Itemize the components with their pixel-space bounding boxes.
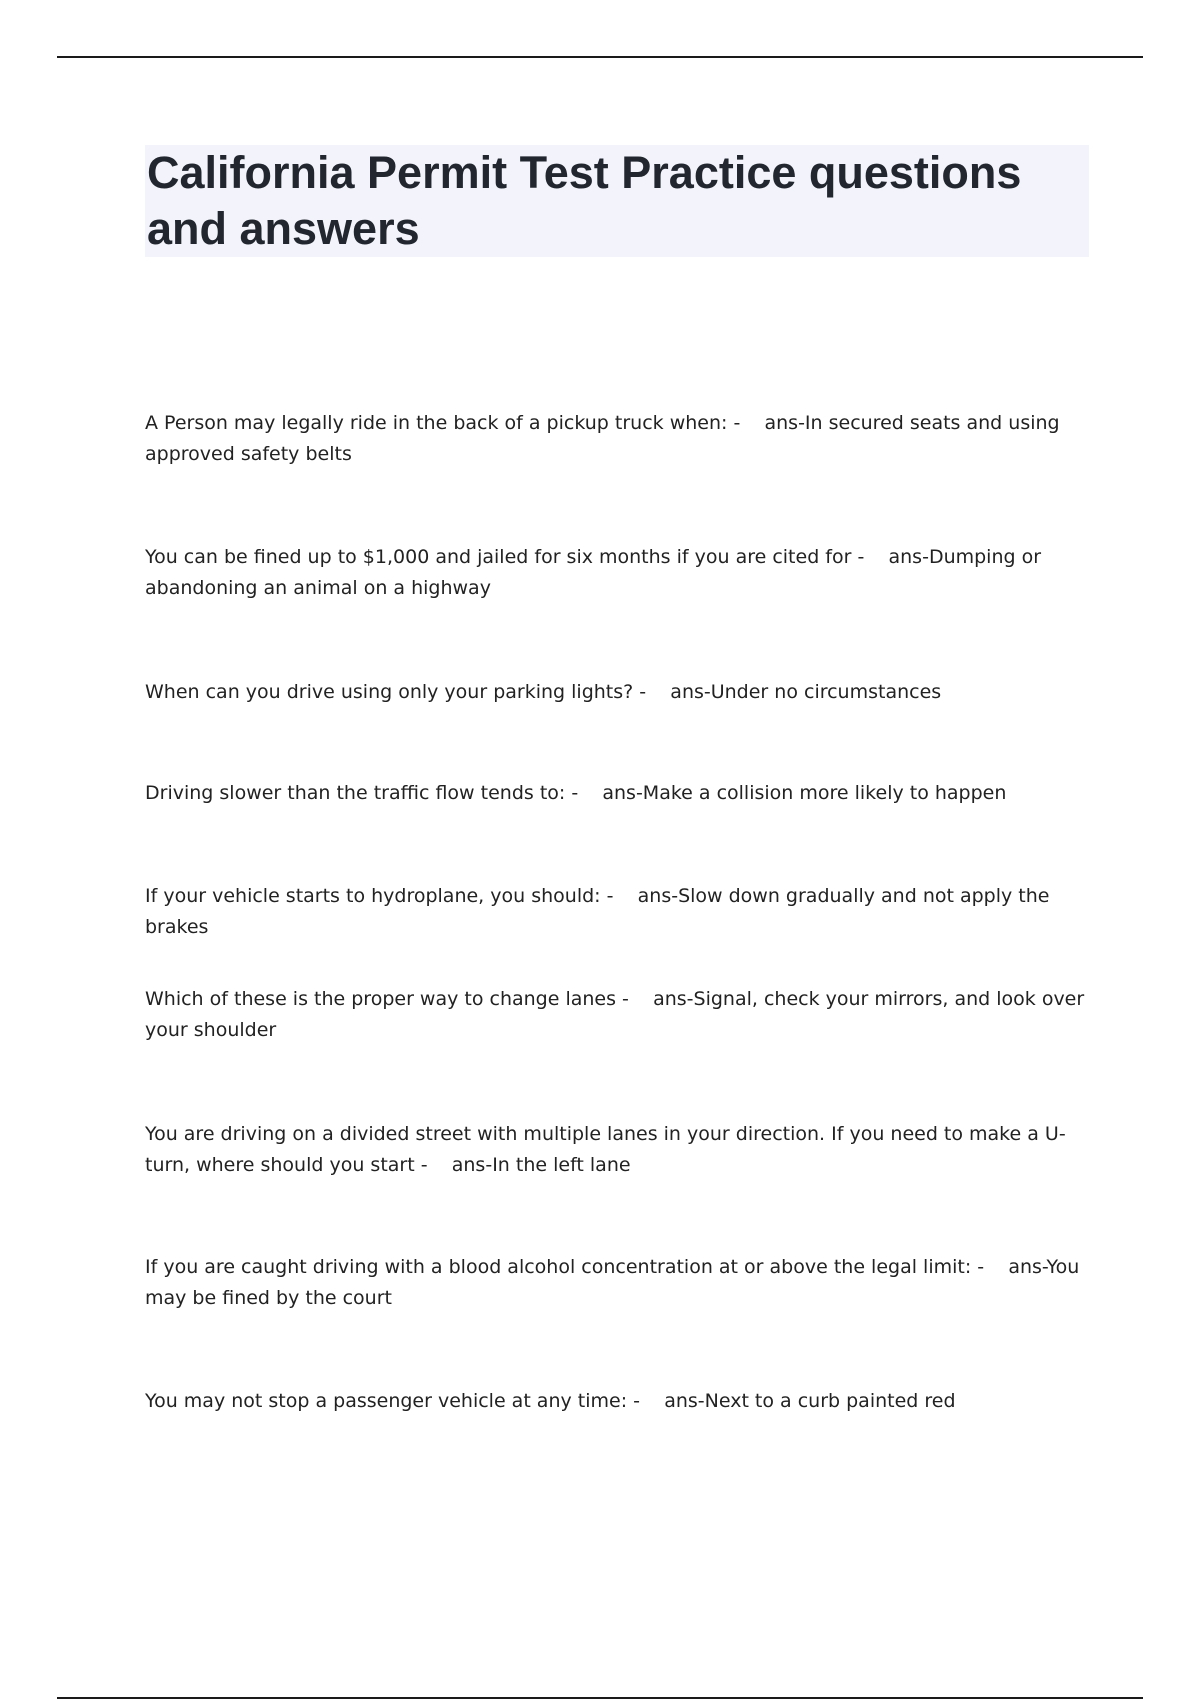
qa-item [145, 542, 1095, 604]
qa-item [145, 1386, 1095, 1417]
title-block [145, 145, 1089, 257]
question-text: If your vehicle starts to hydroplane, you should: - [145, 885, 614, 907]
qa-item [145, 881, 1095, 943]
answer-text: ans-Make a collision more likely to happen [602, 782, 1007, 804]
question-text: If you are caught driving with a blood alcohol concentration at or above the legal limit: - [145, 1256, 985, 1278]
answer-text: ans-Dumping or abandoning an animal on a highway [145, 546, 1042, 599]
document-title: California Permit Test Practice questions and answers [147, 147, 1022, 254]
question-text: Which of these is the proper way to change lanes - [145, 988, 629, 1010]
answer-text: ans-In the left lane [451, 1154, 631, 1176]
question-text: When can you drive using only your parking lights? - [145, 681, 647, 703]
answer-text: ans-Slow down gradually and not apply the brakes [145, 885, 1050, 938]
qa-item [145, 677, 1095, 708]
answer-text: ans-You may be fined by the court [145, 1256, 1080, 1309]
question-text: You may not stop a passenger vehicle at any time: - [145, 1390, 641, 1412]
question-text: A Person may legally ride in the back of a pickup truck when: - [145, 412, 741, 434]
answer-text: ans-Under no circumstances [670, 681, 942, 703]
qa-item [145, 408, 1095, 470]
qa-item [145, 1252, 1095, 1314]
answer-text: ans-Next to a curb painted red [664, 1390, 956, 1412]
answer-text: ans-In secured seats and using approved safety belts [145, 412, 1060, 465]
qa-item [145, 1119, 1095, 1181]
answer-text: ans-Signal, check your mirrors, and look over your shoulder [145, 988, 1085, 1041]
qa-item [145, 778, 1095, 809]
header-rule [57, 56, 1143, 58]
qa-item [145, 984, 1095, 1046]
question-text: You can be fined up to $1,000 and jailed for six months if you are cited for - [145, 546, 865, 568]
footer-rule [57, 1697, 1143, 1699]
question-text: Driving slower than the traffic flow tends to: - [145, 782, 579, 804]
question-text: You are driving on a divided street with multiple lanes in your direction. If you need to make a U-turn, where should you start - [145, 1123, 1066, 1176]
